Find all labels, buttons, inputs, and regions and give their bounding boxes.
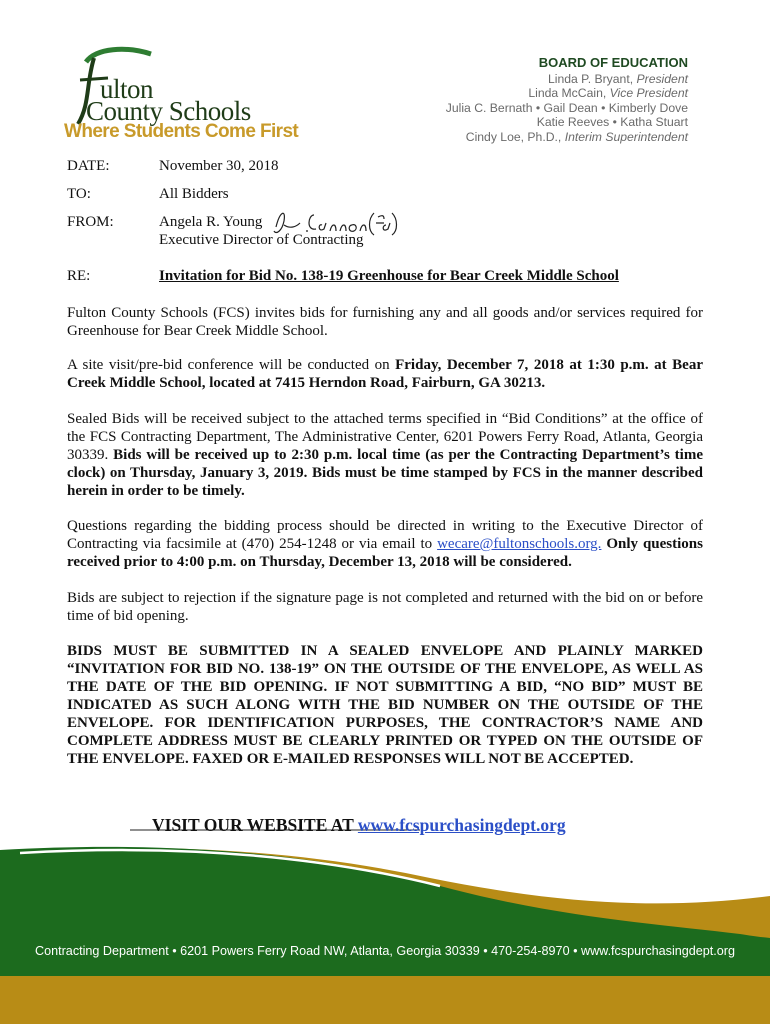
date-value: November 30, 2018: [159, 158, 279, 174]
to-value: All Bidders: [159, 186, 229, 202]
paragraph-sealed-bids: Sealed Bids will be received subject to the attached terms specified in “Bid Conditions” at the office of the FCS Contracting Department, The Administrative Center, 6201 Powers Ferry Road, Atlanta, Georgia 30339. Bids will be received up to 2:30 p.m. local time (as per the Contracting Department’s time clock) on Thursday, January 3, 2019. Bids must be time stamped by FCS in the manner described herein in order to be timely.: [67, 411, 703, 499]
from-name: Angela R. Young: [159, 214, 263, 230]
paragraph-site-visit: A site visit/pre-bid conference will be conducted on Friday, December 7, 2018 at 1:30 p.m. at Bear Creek Middle School, located at 7415 Herndon Road, Fairburn, GA 30213.: [67, 357, 703, 391]
board-of-education: [446, 56, 688, 144]
to-label: TO:: [67, 186, 91, 202]
board-title: BOARD OF EDUCATION: [538, 55, 688, 70]
website-link[interactable]: www.fcspurchasingdept.org: [357, 815, 566, 835]
board-members-2: Katie Reeves • Katha Stuart: [536, 115, 688, 129]
re-label: RE:: [67, 268, 91, 284]
visit-website: VISIT OUR WEBSITE AT www.fcspurchasingdept.org: [152, 815, 566, 835]
footer-contact: Contracting Department • 6201 Powers Ferry Road NW, Atlanta, Georgia 30339 • 470-254-8970 • www.fcspurchasingdept.org: [35, 944, 735, 958]
board-superintendent: Cindy Loe, Ph.D., Interim Superintendent: [465, 129, 688, 144]
email-link[interactable]: wecare@fultonschools.org.: [437, 536, 602, 552]
from-label: FROM:: [67, 214, 114, 230]
re-subject: Invitation for Bid No. 138-19 Greenhouse for Bear Creek Middle School: [159, 268, 619, 284]
handwritten-signature: [270, 205, 400, 239]
paragraph-questions: Questions regarding the bidding process should be directed in writing to the Executive Director of Contracting via facsimile at (470) 254-1248 or via email to wecare@fultonschools.org. Only questions received prior to 4:00 p.m. on Thursday, December 13, 2018 will be considered.: [67, 518, 703, 570]
logo-line-2: County Schools: [86, 96, 251, 126]
logo-line-1: ulton: [100, 74, 154, 104]
board-vice-president: Linda McCain, Vice President: [528, 86, 688, 100]
date-label: DATE:: [67, 158, 110, 174]
logo-tagline: Where Students Come First: [64, 121, 299, 142]
from-title: Executive Director of Contracting: [159, 232, 364, 248]
paragraph-intro: Fulton County Schools (FCS) invites bids for furnishing any and all goods and/or services required for Greenhouse for Bear Creek Middle School.: [67, 305, 703, 339]
paragraph-rejection: Bids are subject to rejection if the signature page is not completed and returned with the bid on or before time of bid opening.: [67, 590, 703, 624]
paragraph-submission-rules: BIDS MUST BE SUBMITTED IN A SEALED ENVELOPE AND PLAINLY MARKED “INVITATION FOR BID NO. 138-19” ON THE OUTSIDE OF THE ENVELOPE, AS WELL AS THE DATE OF THE BID OPENING. IF NOT SUBMITTING A BID, “NO BID” MUST BE INDICATED AS SUCH ALONG WITH THE BID NUMBER ON THE OUTSIDE OF THE ENVELOPE. FOR IDENTIFICATION PURPOSES, THE CONTRACTOR’S NAME AND COMPLETE ADDRESS MUST BE CLEARLY PRINTED OR TYPED ON THE OUTSIDE OF THE ENVELOPE. FAXED OR E-MAILED RESPONSES WILL NOT BE ACCEPTED.: [67, 643, 703, 767]
fulton-county-schools-logo: [56, 44, 299, 144]
board-president: Linda P. Bryant, President: [547, 71, 688, 86]
footer-swoosh: [0, 820, 770, 1024]
board-members-1: Julia C. Bernath • Gail Dean • Kimberly Dove: [445, 100, 688, 115]
